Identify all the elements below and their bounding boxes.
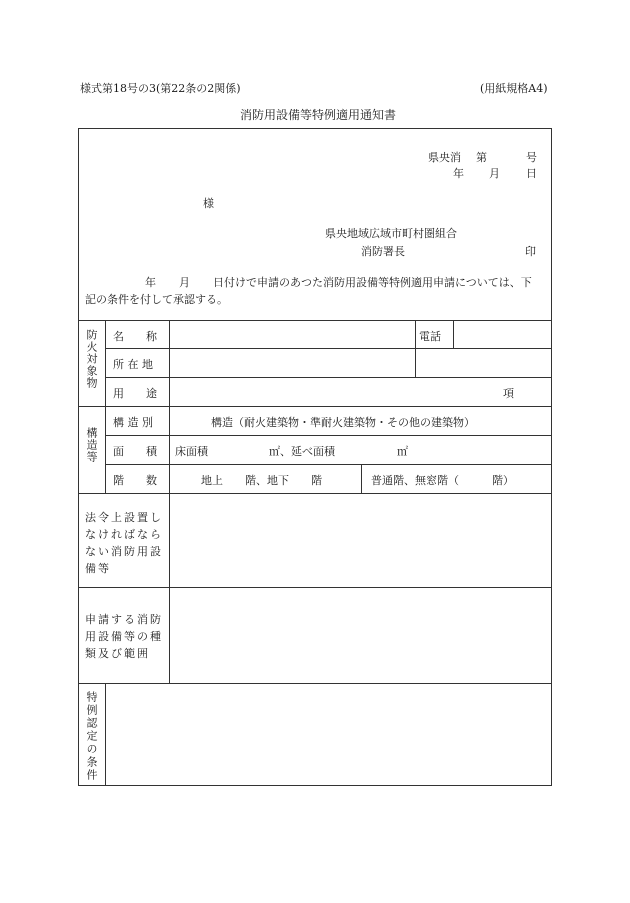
date-day: 日	[526, 167, 537, 180]
issuer-org: 県央地域広域市町村圏組合	[325, 227, 457, 240]
total-area-label: ㎡、延べ面積	[269, 445, 335, 458]
area-label: 面 積	[113, 445, 157, 458]
rule	[79, 587, 552, 588]
location-label: 所 在 地	[113, 358, 153, 371]
reference-dai: 第	[476, 151, 487, 164]
phone-label: 電話	[419, 330, 441, 343]
rule	[453, 320, 454, 348]
section-structure-label: 構造等	[85, 427, 98, 463]
body-line-1: 日付けで申請のあつた消防用設備等特例適用申請については、下	[213, 276, 532, 289]
conditions-label: 特例認定の条件	[85, 691, 98, 782]
use-suffix: 項	[503, 387, 514, 400]
floors-value: 地上 階、地下 階	[201, 474, 322, 487]
applied-equipment-label: 申請する消防用設備等の種類及び範囲	[85, 613, 163, 660]
paper-size: (用紙規格A4)	[480, 82, 548, 95]
rule	[79, 683, 552, 684]
rule	[169, 320, 170, 683]
rule	[79, 320, 552, 321]
rule	[361, 464, 362, 493]
issuer-title: 消防署長	[361, 245, 405, 258]
date-year: 年	[453, 167, 464, 180]
floor-area-label: 床面積	[175, 445, 208, 458]
body-month: 月	[179, 276, 190, 289]
form-number: 様式第18号の3(第22条の2関係)	[80, 82, 241, 95]
reference-prefix: 県央消	[428, 151, 461, 164]
seal-mark: 印	[525, 245, 536, 258]
rule	[79, 406, 552, 407]
rule	[105, 683, 106, 786]
rule	[79, 493, 552, 494]
rule	[105, 377, 552, 378]
addressee-suffix: 様	[203, 197, 214, 210]
floor-type: 普通階、無窓階（ 階）	[371, 474, 514, 487]
date-month: 月	[489, 167, 500, 180]
sqm-unit: ㎡	[397, 445, 408, 458]
rule	[105, 348, 552, 349]
form-table	[78, 128, 552, 786]
rule	[105, 320, 106, 493]
reference-go: 号	[526, 151, 537, 164]
body-line-2: 記の条件を付して承認する。	[85, 293, 228, 306]
rule	[105, 464, 552, 465]
section-object-label: 防火対象物	[85, 329, 98, 389]
structure-value: 構造（耐火建築物・準耐火建築物・その他の建築物）	[211, 416, 475, 429]
body-year: 年	[145, 276, 156, 289]
document-title: 消防用設備等特例適用通知書	[240, 108, 397, 122]
name-label: 名 称	[113, 330, 157, 343]
rule	[415, 320, 416, 377]
use-label: 用 途	[113, 387, 157, 400]
rule	[105, 435, 552, 436]
floors-label: 階 数	[113, 474, 157, 487]
structure-label: 構 造 別	[113, 416, 153, 429]
required-equipment-label: 法令上設置しなければならない消防用設備等	[85, 511, 163, 575]
